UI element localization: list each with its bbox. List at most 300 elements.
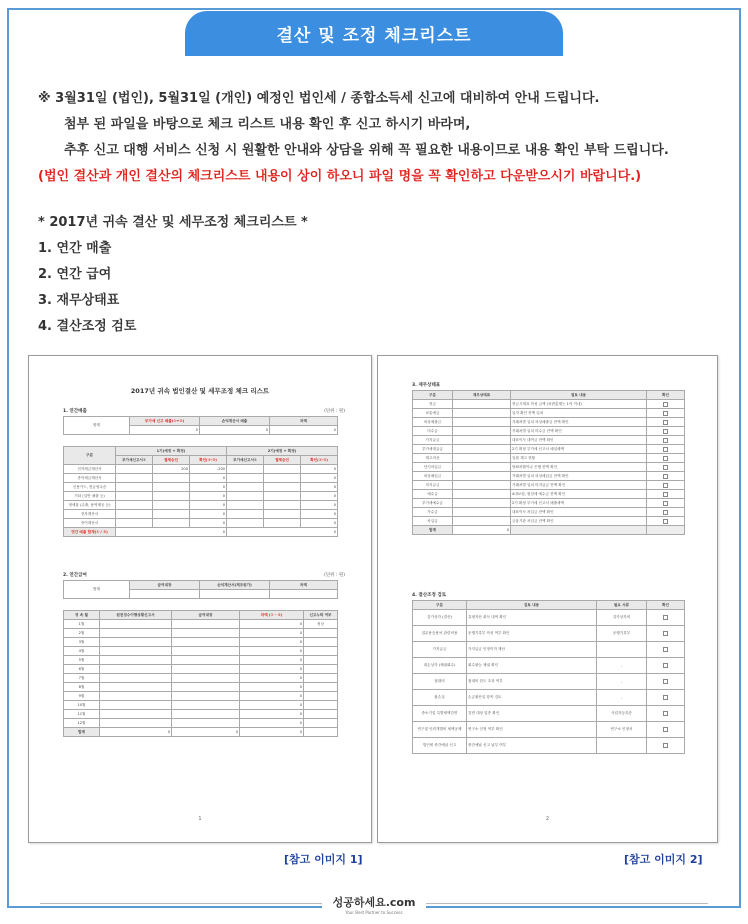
pay-report-cell bbox=[100, 647, 172, 656]
pay-month: 5월 bbox=[64, 656, 100, 665]
bs-amount bbox=[453, 427, 511, 436]
pay-ledger-cell bbox=[172, 674, 240, 683]
table-row bbox=[413, 508, 685, 517]
bs-check bbox=[647, 490, 685, 499]
sales-row-label: 기타 (일반 매출 등) bbox=[64, 492, 116, 501]
pay-ledger-cell bbox=[172, 701, 240, 710]
pay-report-cell bbox=[100, 665, 172, 674]
sales-cell bbox=[264, 510, 301, 519]
bs-label: 가수금 bbox=[413, 508, 453, 517]
pay-check-cell bbox=[304, 710, 338, 719]
pay-ledger-cell bbox=[172, 683, 240, 692]
bs-check bbox=[647, 409, 685, 418]
pay-summary-h2: 손익계산서(제조원가) bbox=[200, 581, 270, 590]
sales-cell bbox=[153, 510, 190, 519]
adj-label: 감가상각 (결산) bbox=[413, 610, 467, 626]
adj-note: 회수불능 채권 확인 bbox=[467, 658, 597, 674]
adj-label: 가지급금 bbox=[413, 642, 467, 658]
sales-detail-period1: 1기(예정 + 확정) bbox=[116, 447, 227, 456]
table-row bbox=[64, 519, 338, 528]
pay-month: 9월 bbox=[64, 692, 100, 701]
table-row bbox=[413, 674, 685, 690]
table-row bbox=[413, 409, 685, 418]
sales-cell bbox=[116, 474, 153, 483]
bs-label: 보통예금 bbox=[413, 409, 453, 418]
bs-note: 현금시재표 작성 금액 (차변총계는 1억 이내) bbox=[511, 400, 647, 409]
checkbox-icon[interactable] bbox=[663, 519, 668, 524]
bs-amount bbox=[453, 499, 511, 508]
checkbox-icon[interactable] bbox=[663, 663, 668, 668]
pay-check-cell bbox=[304, 629, 338, 638]
bs-note: 거래처별 일치 미지급금 잔액 확인 bbox=[511, 481, 647, 490]
adj-label: 업무용승용차 관련비용 bbox=[413, 626, 467, 642]
sales-detail-gubun: 구분 bbox=[64, 447, 116, 465]
bs-note: 일자 확인 잔액 일치 bbox=[511, 409, 647, 418]
sales-cell: 0 bbox=[190, 519, 227, 528]
reference-image-2 bbox=[377, 355, 718, 843]
bs-amount bbox=[453, 454, 511, 463]
checkbox-icon[interactable] bbox=[663, 501, 668, 506]
pay-month: 1월 bbox=[64, 620, 100, 629]
adj-doc: - bbox=[597, 658, 647, 674]
adj-note: 접대비 한도 초과 여부 bbox=[467, 674, 597, 690]
table-row bbox=[413, 400, 685, 409]
pay-check-cell bbox=[304, 638, 338, 647]
bs-note: 2기 확정 부가세 신고서 매입세액 bbox=[511, 445, 647, 454]
bs-note: 일괄 재고 현황 bbox=[511, 454, 647, 463]
pay-h-check: 신고누락 여부 bbox=[304, 611, 338, 620]
table-row bbox=[413, 481, 685, 490]
sales-cell bbox=[227, 483, 264, 492]
bs-amount bbox=[453, 481, 511, 490]
checkbox-icon[interactable] bbox=[663, 711, 668, 716]
checkbox-icon[interactable] bbox=[663, 510, 668, 515]
bs-label: 미수금 bbox=[413, 427, 453, 436]
logo-slogan: Your Best Partner to Success bbox=[345, 910, 403, 915]
pay-month: 3월 bbox=[64, 638, 100, 647]
table-row bbox=[64, 710, 338, 719]
pay-ledger-cell bbox=[172, 665, 240, 674]
adj-note: 가지급금 인정이자 계산 bbox=[467, 642, 597, 658]
sales-cell: 0 bbox=[301, 465, 338, 474]
bs-label: 부가세대급금 bbox=[413, 445, 453, 454]
pay-h-ledger: 급여대장 bbox=[172, 611, 240, 620]
pay-diff-cell: 0 bbox=[240, 710, 304, 719]
checkbox-icon[interactable] bbox=[663, 679, 668, 684]
doc1-section-sales: 1. 연간매출 bbox=[63, 409, 87, 414]
pay-ledger-cell bbox=[172, 656, 240, 665]
checkbox-icon[interactable] bbox=[663, 743, 668, 748]
pay-check-cell bbox=[304, 692, 338, 701]
pay-check-cell bbox=[304, 683, 338, 692]
table-row bbox=[413, 463, 685, 472]
sales-cell bbox=[153, 519, 190, 528]
checklist-item: 2. 연간 급여 bbox=[38, 267, 112, 282]
table-row bbox=[64, 474, 338, 483]
sales-cell: 0 bbox=[190, 483, 227, 492]
table-row bbox=[64, 719, 338, 728]
bs-label: 재고자산 bbox=[413, 454, 453, 463]
table-row bbox=[64, 492, 338, 501]
pay-summary-h1: 급여대장 bbox=[130, 581, 200, 590]
checkbox-icon[interactable] bbox=[663, 727, 668, 732]
doc2-section-bs: 3. 재무상태표 bbox=[412, 383, 441, 388]
sales-cell bbox=[227, 519, 264, 528]
sales-cell bbox=[264, 492, 301, 501]
checklist-item: 4. 결산조정 검토 bbox=[38, 319, 137, 334]
sales-row-label: 종이세금계산서 bbox=[64, 474, 116, 483]
logo-text: 성공하세요.com bbox=[332, 896, 416, 909]
pay-month: 8월 bbox=[64, 683, 100, 692]
pay-check-cell bbox=[304, 665, 338, 674]
adj-check bbox=[647, 722, 685, 738]
adj-doc: 연구소 인정서 bbox=[597, 722, 647, 738]
sales-cell bbox=[227, 492, 264, 501]
pay-month: 4월 bbox=[64, 647, 100, 656]
checkbox-icon[interactable] bbox=[663, 647, 668, 652]
bs-h2: 재무상태표 bbox=[453, 391, 511, 400]
pay-month: 12월 bbox=[64, 719, 100, 728]
sales-row-label: 종이계산서 bbox=[64, 519, 116, 528]
doc1-page-number: 1 bbox=[198, 816, 202, 822]
sales-detail-sub: 결제승인 bbox=[153, 456, 190, 465]
pay-ledger-cell bbox=[172, 620, 240, 629]
table-row bbox=[413, 445, 685, 454]
pay-ledger-cell bbox=[172, 647, 240, 656]
adj-note: 중간예납 신고 납부 여부 bbox=[467, 738, 597, 754]
adj-doc: - bbox=[597, 674, 647, 690]
adj-h2: 검토 내용 bbox=[467, 601, 597, 610]
table-row bbox=[64, 638, 338, 647]
sales-cell: 0 bbox=[301, 501, 338, 510]
table-row bbox=[64, 647, 338, 656]
notice-warning: (법인 결산과 개인 결산의 체크리스트 내용이 상이 하오니 파일 명을 꼭 확인하고 다운받으시기 바랍니다.) bbox=[38, 169, 642, 184]
adj-h3: 필요 서류 bbox=[597, 601, 647, 610]
adj-h1: 구분 bbox=[413, 601, 467, 610]
sales-cell bbox=[264, 519, 301, 528]
sales-summary-v3: 0 bbox=[270, 426, 338, 435]
pay-diff-cell: 0 bbox=[240, 620, 304, 629]
sales-detail-sub: 부가세신고서① bbox=[116, 456, 153, 465]
adj-label: 대손상각 (채권회수) bbox=[413, 658, 467, 674]
adj-doc: 감가상각비 bbox=[597, 610, 647, 626]
pay-ledger-cell bbox=[172, 719, 240, 728]
pay-summary-label: 합계 bbox=[64, 581, 130, 599]
sales-cell: 0 bbox=[301, 519, 338, 528]
bs-amount bbox=[453, 400, 511, 409]
sales-cell: 0 bbox=[301, 483, 338, 492]
table-row bbox=[413, 658, 685, 674]
adj-note: 연구소 인정 여부 확인 bbox=[467, 722, 597, 738]
sales-detail-table bbox=[63, 446, 338, 537]
sales-summary-v1: 0 bbox=[130, 426, 200, 435]
adj-h4: 확인 bbox=[647, 601, 685, 610]
sales-detail-period2: 2기(예정 + 확정) bbox=[227, 447, 338, 456]
sales-total-2: 0 bbox=[227, 528, 338, 537]
sales-cell bbox=[116, 519, 153, 528]
pay-report-cell bbox=[100, 683, 172, 692]
sales-cell bbox=[153, 483, 190, 492]
sales-cell bbox=[264, 501, 301, 510]
bs-check bbox=[647, 508, 685, 517]
bs-check bbox=[647, 517, 685, 526]
pay-check-cell bbox=[304, 701, 338, 710]
caption-reference-2: [참고 이미지 2] bbox=[624, 853, 703, 866]
pay-h-diff: 차액 (① - ②) bbox=[240, 611, 304, 620]
table-row bbox=[64, 629, 338, 638]
bs-check bbox=[647, 445, 685, 454]
checkbox-icon[interactable] bbox=[663, 438, 668, 443]
table-row bbox=[413, 690, 685, 706]
sales-total-1: 0 bbox=[116, 528, 227, 537]
pay-h-month: 귀 속 월 bbox=[64, 611, 100, 620]
sales-cell bbox=[116, 483, 153, 492]
checkbox-icon[interactable] bbox=[663, 402, 668, 407]
sales-detail-sub: 확인(①-②) bbox=[301, 456, 338, 465]
adj-label: 접대비 bbox=[413, 674, 467, 690]
sales-summary-table bbox=[63, 416, 338, 435]
pay-report-cell bbox=[100, 629, 172, 638]
adj-check bbox=[647, 642, 685, 658]
bs-h1: 구분 bbox=[413, 391, 453, 400]
sales-cell: 0 bbox=[301, 492, 338, 501]
bs-check bbox=[647, 463, 685, 472]
checkbox-icon[interactable] bbox=[663, 465, 668, 470]
doc1-section-payroll: 2. 연간급여 bbox=[63, 573, 87, 578]
doc2-section-adjust: 4. 결산조정 검토 bbox=[412, 593, 447, 598]
checkbox-icon[interactable] bbox=[663, 474, 668, 479]
adj-check bbox=[647, 610, 685, 626]
sales-cell bbox=[264, 483, 301, 492]
pay-report-cell bbox=[100, 701, 172, 710]
sales-cell: 0 bbox=[301, 510, 338, 519]
sales-cell: 200 bbox=[153, 465, 190, 474]
adj-doc: 운행기록부 bbox=[597, 626, 647, 642]
table-row bbox=[64, 465, 338, 474]
bs-check bbox=[647, 436, 685, 445]
bs-h3: 점토 내용 bbox=[511, 391, 647, 400]
notice-line-1: ※ 3월31일 (법인), 5월31일 (개인) 예정인 법인세 / 종합소득세 신고에 대비하여 안내 드립니다. bbox=[38, 91, 600, 106]
checklist-item: 3. 재무상태표 bbox=[38, 293, 120, 308]
sales-cell: 0 bbox=[190, 474, 227, 483]
checkbox-icon[interactable] bbox=[663, 631, 668, 636]
checkbox-icon[interactable] bbox=[663, 429, 668, 434]
bs-label: 현금 bbox=[413, 400, 453, 409]
adj-check bbox=[647, 658, 685, 674]
table-row bbox=[64, 620, 338, 629]
sales-cell: 0 bbox=[190, 510, 227, 519]
bs-check bbox=[647, 418, 685, 427]
bs-note: 거래처별 일치 외상매출금 잔액 확인 bbox=[511, 418, 647, 427]
adj-doc bbox=[597, 642, 647, 658]
bs-total: 0 bbox=[453, 526, 511, 535]
checklist-heading: * 2017년 귀속 결산 및 세무조정 체크리스트 * bbox=[38, 215, 308, 230]
pay-month: 2월 bbox=[64, 629, 100, 638]
table-row bbox=[64, 701, 338, 710]
bs-note: 4대보험, 원천세 예수금 잔액 확인 bbox=[511, 490, 647, 499]
pay-check-cell: 정상 bbox=[304, 620, 338, 629]
table-row bbox=[413, 517, 685, 526]
bs-label: 차입금 bbox=[413, 517, 453, 526]
pay-diff-cell: 0 bbox=[240, 665, 304, 674]
table-row bbox=[413, 454, 685, 463]
checkbox-icon[interactable] bbox=[663, 447, 668, 452]
sales-summary-h1: 부가세 신고 매출(①+②) bbox=[130, 417, 200, 426]
pay-check-cell bbox=[304, 647, 338, 656]
checkbox-icon[interactable] bbox=[663, 483, 668, 488]
pay-check-cell bbox=[304, 674, 338, 683]
sales-cell: -200 bbox=[190, 465, 227, 474]
adj-check bbox=[647, 674, 685, 690]
sales-detail-sub: 확인(①-②) bbox=[190, 456, 227, 465]
adj-check bbox=[647, 706, 685, 722]
pay-check-cell bbox=[304, 719, 338, 728]
sales-cell bbox=[227, 510, 264, 519]
bs-note: 거래처별 일치 미수금 잔액 확인 bbox=[511, 427, 647, 436]
payroll-summary-table bbox=[63, 580, 338, 599]
checklist-block bbox=[38, 210, 308, 340]
adj-note: 감면 대상 업종 확인 bbox=[467, 706, 597, 722]
bs-note: 2기 확정 부가세 신고서 매출세액 bbox=[511, 499, 647, 508]
table-row bbox=[64, 510, 338, 519]
site-logo bbox=[322, 896, 426, 920]
adj-note: 유형자산 취득 내역 확인 bbox=[467, 610, 597, 626]
table-row bbox=[64, 692, 338, 701]
notice-block bbox=[38, 86, 738, 190]
sales-row-label: 신용카드, 현금영수증 bbox=[64, 483, 116, 492]
bs-amount bbox=[453, 517, 511, 526]
checklist-item: 1. 연간 매출 bbox=[38, 241, 112, 256]
balance-sheet-table bbox=[412, 390, 685, 535]
pay-h-report: 원천징수이행상황신고서 bbox=[100, 611, 172, 620]
sales-summary-h2: 손익계산서 매출 bbox=[200, 417, 270, 426]
sales-cell bbox=[264, 474, 301, 483]
sales-cell bbox=[116, 465, 153, 474]
table-row bbox=[413, 436, 685, 445]
sales-cell bbox=[116, 501, 153, 510]
table-row bbox=[64, 683, 338, 692]
bs-note: 대표이사 차입금 잔액 확인 bbox=[511, 508, 647, 517]
bs-amount bbox=[453, 418, 511, 427]
adj-check bbox=[647, 626, 685, 642]
pay-report-cell bbox=[100, 710, 172, 719]
sales-total-label: 연간 매출 합계(① / ②) bbox=[64, 528, 116, 537]
sales-cell bbox=[153, 501, 190, 510]
bs-check bbox=[647, 472, 685, 481]
adj-doc: 사업자등록증 bbox=[597, 706, 647, 722]
adj-check bbox=[647, 738, 685, 754]
table-row bbox=[413, 610, 685, 626]
checkbox-icon[interactable] bbox=[663, 411, 668, 416]
pay-diff-cell: 0 bbox=[240, 701, 304, 710]
table-row bbox=[413, 499, 685, 508]
bs-label: 단기차입금 bbox=[413, 463, 453, 472]
bs-note: 당좌차월이나 은행 잔액 확인 bbox=[511, 463, 647, 472]
bs-amount bbox=[453, 445, 511, 454]
page-title: 결산 및 조정 체크리스트 bbox=[185, 11, 563, 56]
table-row bbox=[64, 483, 338, 492]
pay-month: 6월 bbox=[64, 665, 100, 674]
notice-line-2: 첨부 된 파일을 바탕으로 체크 리스트 내용 확인 후 신고 하시기 바라며, bbox=[64, 117, 471, 132]
bs-note: 금융기관 차입금 잔액 확인 bbox=[511, 517, 647, 526]
table-row bbox=[64, 656, 338, 665]
table-row bbox=[413, 722, 685, 738]
pay-month: 10월 bbox=[64, 701, 100, 710]
bs-label: 미지급금 bbox=[413, 481, 453, 490]
adj-label: 연구및 인력개발비 세액공제 bbox=[413, 722, 467, 738]
bs-amount bbox=[453, 463, 511, 472]
sales-summary-label: 합계 bbox=[64, 417, 130, 435]
bs-label: 외상매입금 bbox=[413, 472, 453, 481]
pay-total-a: 0 bbox=[100, 728, 172, 737]
checkbox-icon[interactable] bbox=[663, 615, 668, 620]
pay-report-cell bbox=[100, 674, 172, 683]
sales-cell bbox=[153, 492, 190, 501]
checkbox-icon[interactable] bbox=[663, 420, 668, 425]
bs-amount bbox=[453, 409, 511, 418]
pay-ledger-cell bbox=[172, 629, 240, 638]
pay-diff-cell: 0 bbox=[240, 629, 304, 638]
pay-diff-cell: 0 bbox=[240, 647, 304, 656]
sales-cell bbox=[264, 465, 301, 474]
reference-image-1 bbox=[28, 355, 372, 843]
sales-cell bbox=[116, 492, 153, 501]
bs-note: 대표이사 대여금 잔액 확인 bbox=[511, 436, 647, 445]
bs-label: 부가세예수금 bbox=[413, 499, 453, 508]
table-row bbox=[64, 665, 338, 674]
caption-reference-1: [참고 이미지 1] bbox=[284, 853, 363, 866]
pay-diff-cell: 0 bbox=[240, 692, 304, 701]
sales-cell: 0 bbox=[190, 492, 227, 501]
table-row bbox=[413, 738, 685, 754]
checkbox-icon[interactable] bbox=[663, 492, 668, 497]
table-row bbox=[64, 674, 338, 683]
sales-cell bbox=[227, 465, 264, 474]
pay-diff-cell: 0 bbox=[240, 638, 304, 647]
pay-report-cell bbox=[100, 719, 172, 728]
bs-check bbox=[647, 481, 685, 490]
pay-total-c: 0 bbox=[240, 728, 304, 737]
pay-total-b: 0 bbox=[172, 728, 240, 737]
sales-cell: 0 bbox=[301, 474, 338, 483]
pay-check-cell bbox=[304, 656, 338, 665]
checkbox-icon[interactable] bbox=[663, 456, 668, 461]
sales-cell bbox=[227, 474, 264, 483]
table-row bbox=[413, 642, 685, 658]
bs-label: 외상매출금 bbox=[413, 418, 453, 427]
checkbox-icon[interactable] bbox=[663, 695, 668, 700]
adj-label: 잡손실 bbox=[413, 690, 467, 706]
table-row bbox=[413, 706, 685, 722]
pay-report-cell bbox=[100, 620, 172, 629]
adj-doc: - bbox=[597, 690, 647, 706]
sales-row-label: 영세율 (수출, 용역제공 등) bbox=[64, 501, 116, 510]
pay-diff-cell: 0 bbox=[240, 719, 304, 728]
notice-line-3: 추후 신고 대행 서비스 신청 시 원활한 안내와 상담을 위해 꼭 필요한 내용이므로 내용 확인 부탁 드립니다. bbox=[64, 143, 669, 158]
bs-amount bbox=[453, 472, 511, 481]
sales-cell bbox=[227, 501, 264, 510]
sales-summary-v2: 0 bbox=[200, 426, 270, 435]
sales-cell bbox=[116, 510, 153, 519]
table-row bbox=[413, 472, 685, 481]
adj-label: 법인세 중간예납 신고 bbox=[413, 738, 467, 754]
pay-ledger-cell bbox=[172, 692, 240, 701]
adj-doc bbox=[597, 738, 647, 754]
doc1-sales-unit: (단위 : 원) bbox=[324, 409, 345, 414]
pay-month: 11월 bbox=[64, 710, 100, 719]
pay-diff-cell: 0 bbox=[240, 674, 304, 683]
pay-ledger-cell bbox=[172, 710, 240, 719]
